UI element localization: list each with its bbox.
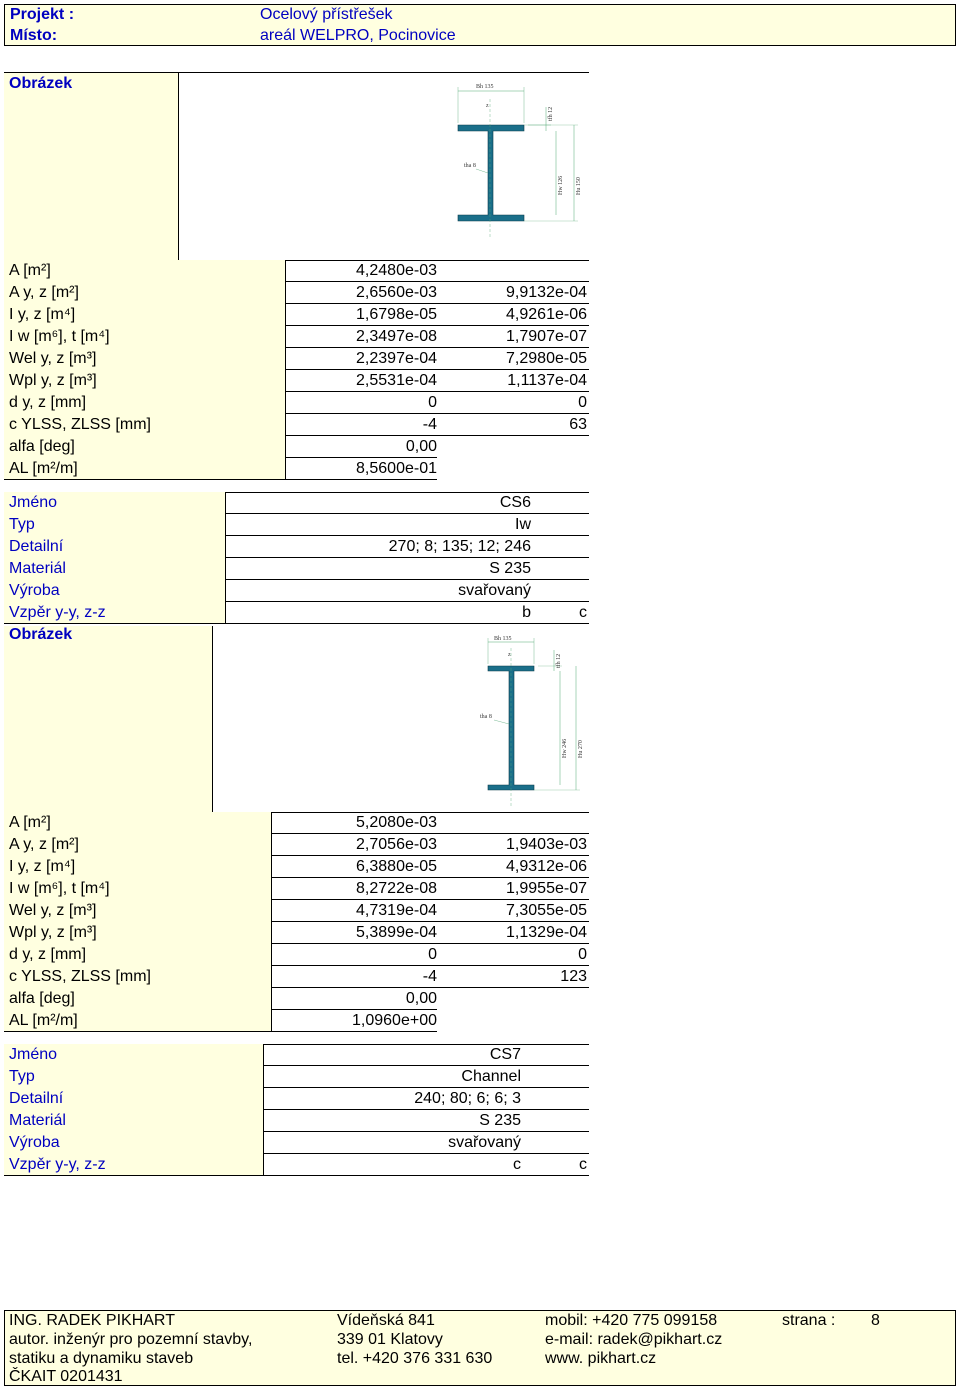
section3-info-table	[4, 1044, 589, 1176]
section1-row-value2	[437, 436, 587, 458]
footer-title2: statiku a dynamiku staveb	[9, 1350, 194, 1367]
section1-row-value1: 2,6560e-03	[356, 284, 437, 301]
section2-property-table	[4, 812, 589, 1034]
section2-row-label: AL [m²/m]	[4, 1010, 272, 1032]
section2-info-row-label: Detailní	[4, 536, 226, 558]
footer-mobil: mobil: +420 775 099158	[545, 1312, 718, 1329]
section2-row-value2: 4,9312e-06	[506, 858, 587, 875]
place-value: areál WELPRO, Pocinovice	[260, 27, 456, 44]
page-footer	[4, 1310, 956, 1386]
section1-dim-h: Hu 150	[576, 177, 582, 195]
footer-page-number: 8	[871, 1312, 880, 1329]
section2-row-value1: 5,2080e-03	[356, 814, 437, 831]
section1-dim-hw: Hw 126	[558, 175, 564, 195]
section3-info-row-value1: S 235	[479, 1112, 521, 1129]
section2-dim-bf: Bh 135	[494, 636, 512, 642]
section2-info-row-value1: CS6	[499, 494, 531, 511]
section1-row-value2: 4,9261e-06	[506, 306, 587, 323]
section3-info-row-value2	[521, 1044, 587, 1066]
section1-row-label: I w [m⁶], t [m⁴]	[4, 326, 286, 348]
section3-info-row-label: Výroba	[4, 1132, 264, 1154]
footer-page-label: strana :	[782, 1312, 836, 1329]
section1-property-table	[4, 260, 589, 482]
section2-dim-hw: Hw 246	[562, 738, 568, 758]
section3-info-row-value1: c	[513, 1156, 521, 1173]
section1-row-value2: 63	[569, 416, 587, 433]
section2-info-row-value2	[531, 558, 587, 580]
section2-top-divider	[272, 812, 589, 813]
section2-row-value1: -4	[422, 968, 437, 985]
section1-image-label: Obrázek	[9, 75, 73, 92]
section2-row-label: c YLSS, ZLSS [mm]	[4, 966, 272, 988]
section2-row-value2: 1,1329e-04	[506, 924, 587, 941]
section2-row-label: I w [m⁶], t [m⁴]	[4, 878, 272, 900]
svg-text:z: z	[486, 103, 489, 109]
section1-row-value1: 0,00	[405, 438, 437, 455]
section1-row-divider	[4, 479, 437, 480]
section1-row-label: I y, z [m⁴]	[4, 304, 286, 326]
section2-row-value1: 5,3899e-04	[356, 924, 437, 941]
section2-info-row-value1: b	[522, 604, 531, 621]
section1-row-value1: 1,6798e-05	[356, 306, 437, 323]
section2-row-value2: 1,9955e-07	[506, 880, 587, 897]
section2-dim-h: Hu 270	[578, 740, 584, 758]
section1-row-value2	[437, 260, 587, 282]
svg-text:z: z	[508, 652, 511, 658]
footer-title1: autor. inženýr pro pozemní stavby,	[9, 1331, 253, 1348]
section2-row-value1: 8,2722e-08	[356, 880, 437, 897]
section1-dim-bf: Bh 135	[476, 84, 494, 90]
section2-info-row-value2	[531, 580, 587, 602]
section2-info-row-label: Výroba	[4, 580, 226, 602]
section1-row-label: Wpl y, z [m³]	[4, 370, 286, 392]
section1-row-value1: -4	[422, 416, 437, 433]
section2-info-row-value2	[531, 536, 587, 558]
section2-row-label: I y, z [m⁴]	[4, 856, 272, 878]
section1-row-value1: 2,3497e-08	[356, 328, 437, 345]
section1-row-label: d y, z [mm]	[4, 392, 286, 414]
section2-row-value1: 6,3880e-05	[356, 858, 437, 875]
project-value: Ocelový přístřešek	[260, 6, 393, 23]
section3-info-top-divider	[264, 1044, 589, 1045]
footer-email: e-mail: radek@pikhart.cz	[545, 1331, 723, 1348]
section1-row-value2: 1,7907e-07	[506, 328, 587, 345]
section2-info-top-divider	[226, 492, 589, 493]
section1-row-value2: 0	[578, 394, 587, 411]
section2-info-row-value1: Iw	[515, 516, 531, 533]
section2-info-row-value2	[531, 514, 587, 536]
section3-info-row-value2	[521, 1066, 587, 1088]
section1-image-block	[4, 72, 589, 261]
section1-row-value1: 2,2397e-04	[356, 350, 437, 367]
section2-info-row-label: Vzpěr y-y, z-z	[4, 602, 226, 624]
section2-info-row-label: Typ	[4, 514, 226, 536]
section3-info-row-value1: Channel	[461, 1068, 521, 1085]
section1-row-value2: 1,1137e-04	[507, 372, 587, 389]
section2-row-label: A [m²]	[4, 812, 272, 834]
section3-info-row-label: Jméno	[4, 1044, 264, 1066]
project-label: Projekt :	[10, 6, 75, 23]
section2-row-value2	[437, 812, 587, 834]
section2-image-block	[4, 626, 589, 812]
section2-info-row-value1: svařovaný	[458, 582, 531, 599]
section2-i-beam-drawing	[454, 630, 586, 810]
section1-row-value1: 8,5600e-01	[356, 460, 437, 477]
section2-info-row-value2	[531, 492, 587, 514]
section3-info-row-value2	[521, 1088, 587, 1110]
section1-top-divider	[286, 260, 589, 261]
section1-row-label: A y, z [m²]	[4, 282, 286, 304]
section2-row-value1: 1,0960e+00	[352, 1012, 437, 1029]
section1-row-value2	[437, 458, 587, 480]
section3-info-row-value2	[521, 1110, 587, 1132]
footer-name: ING. RADEK PIKHART	[9, 1312, 175, 1329]
footer-web: www. pikhart.cz	[545, 1350, 657, 1367]
section3-info-row-value2: c	[579, 1156, 587, 1173]
section2-row-value1: 2,7056e-03	[356, 836, 437, 853]
section2-info-table	[4, 492, 589, 624]
footer-tel: tel. +420 376 331 630	[337, 1350, 493, 1367]
project-header	[4, 4, 956, 46]
section3-info-row-label: Materiál	[4, 1110, 264, 1132]
section2-dim-tw: tha 8	[480, 714, 492, 720]
section3-info-row-label: Detailní	[4, 1088, 264, 1110]
section2-image-label: Obrázek	[9, 626, 73, 643]
footer-city: 339 01 Klatovy	[337, 1331, 443, 1348]
section1-row-value1: 0	[428, 394, 437, 411]
section2-info-row-divider	[4, 623, 589, 624]
section2-row-label: Wel y, z [m³]	[4, 900, 272, 922]
section1-dim-tw: tha 8	[464, 163, 476, 169]
section2-row-value1: 0,00	[405, 990, 437, 1007]
section2-row-label: A y, z [m²]	[4, 834, 272, 856]
section1-row-label: c YLSS, ZLSS [mm]	[4, 414, 286, 436]
section3-info-row-value1: svařovaný	[448, 1134, 521, 1151]
section2-row-value1: 4,7319e-04	[356, 902, 437, 919]
section2-row-label: Wpl y, z [m³]	[4, 922, 272, 944]
section2-row-value2: 7,3055e-05	[506, 902, 587, 919]
section1-row-value2: 9,9132e-04	[506, 284, 587, 301]
section3-info-row-value1: CS7	[489, 1046, 521, 1063]
section3-info-row-label: Typ	[4, 1066, 264, 1088]
section2-info-row-value1: 270; 8; 135; 12; 246	[388, 538, 531, 555]
section3-info-row-value2	[521, 1132, 587, 1154]
section2-row-value2	[437, 988, 587, 1010]
footer-street: Vídeňská 841	[337, 1312, 435, 1329]
section2-dim-tf: tfh 12	[556, 653, 562, 668]
section3-info-row-divider	[4, 1175, 589, 1176]
footer-ckait: ČKAIT 0201431	[9, 1368, 123, 1385]
section2-info-row-value2: c	[579, 604, 587, 621]
section2-info-row-value1: S 235	[489, 560, 531, 577]
section1-row-label: AL [m²/m]	[4, 458, 286, 480]
section1-row-label: A [m²]	[4, 260, 286, 282]
section3-info-row-label: Vzpěr y-y, z-z	[4, 1154, 264, 1176]
section1-row-label: Wel y, z [m³]	[4, 348, 286, 370]
section2-row-label: d y, z [mm]	[4, 944, 272, 966]
section2-row-value2: 123	[560, 968, 587, 985]
section2-row-label: alfa [deg]	[4, 988, 272, 1010]
section2-row-value2: 1,9403e-03	[506, 836, 587, 853]
section2-row-value1: 0	[428, 946, 437, 963]
section2-row-value2: 0	[578, 946, 587, 963]
section1-row-value1: 2,5531e-04	[356, 372, 437, 389]
section2-info-row-label: Jméno	[4, 492, 226, 514]
section2-row-value2	[437, 1010, 587, 1032]
section1-row-value1: 4,2480e-03	[356, 262, 437, 279]
section1-dim-tf: tfh 12	[548, 106, 554, 121]
section1-row-value2: 7,2980e-05	[506, 350, 587, 367]
section1-row-label: alfa [deg]	[4, 436, 286, 458]
section2-row-divider	[4, 1031, 437, 1032]
place-label: Místo:	[10, 27, 58, 44]
section1-i-beam-drawing	[416, 77, 586, 259]
section2-info-row-label: Materiál	[4, 558, 226, 580]
section3-info-row-value1: 240; 80; 6; 6; 3	[414, 1090, 521, 1107]
